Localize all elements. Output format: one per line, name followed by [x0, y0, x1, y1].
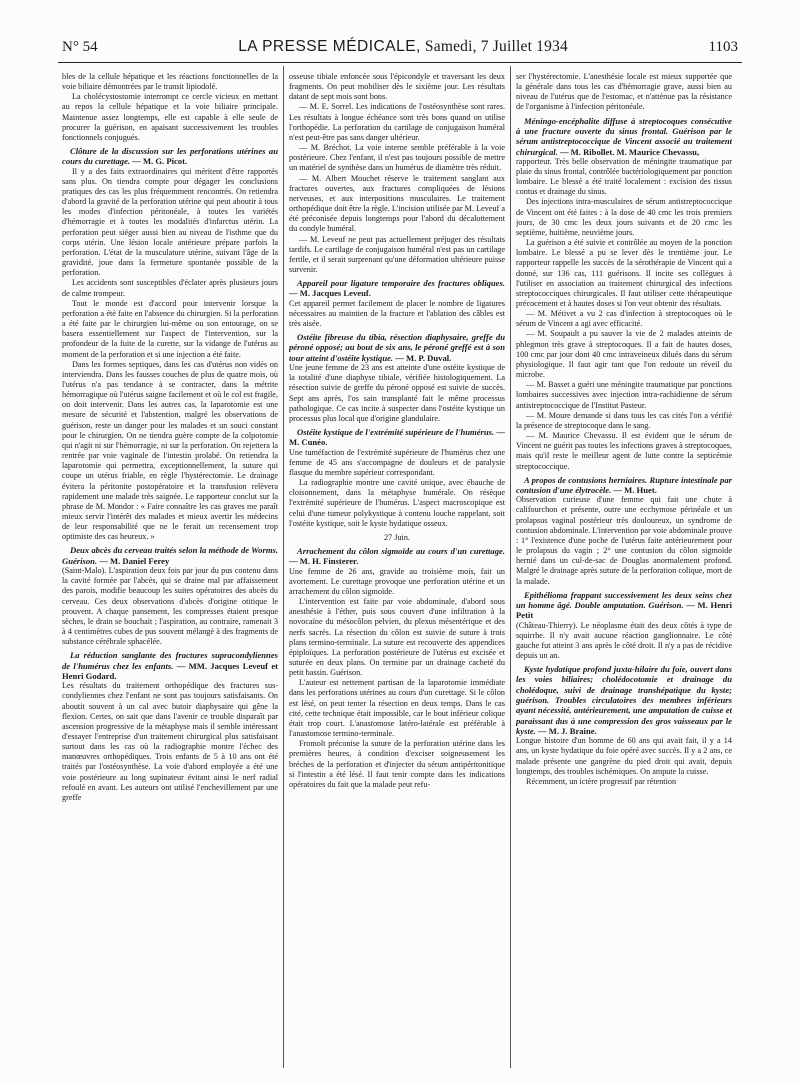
heading-author: — M. Jacques Leveuf. — [289, 288, 371, 299]
paragraph: — M. Maurice Chevassu. Il est évident que le sérum de Vincent ne guérit pas toutes les infections graves à streptocoques, mais qu'il reste le meilleur agent de lutte contre la septicémie streptococcique. — [516, 431, 732, 471]
column-3 — [516, 72, 732, 1067]
paragraph: ser l'hystérectomie. L'anesthésie locale est mieux supportée que la générale dans tous les cas d'hémorragie grave, aussi bien au niveau de l'utérus que de l'estomac, et n'atténue pas la résistance de l'organisme à l'infection péritonéale. — [516, 72, 732, 112]
paragraph: bles de la cellule hépatique et les réactions fonctionnelles de la voie biliaire démontrées par le transit lipiodolé. — [62, 72, 278, 92]
heading-author: — M. Huet. — [613, 484, 657, 495]
page-header — [62, 38, 738, 58]
paragraph: Les résultats du traitement orthopédique des fractures sus-condyliennes chez l'enfant ne sont pas toujours satisfaisants. On aboutit souvent à un cal avec butoir diaphysaire qui gêne la flexion. Certes, on sait que dans l'avenir ce trouble disparaît par ascension progressive de la métaphyse mais il semble intéressant d'essayer l'entreprise d'un traitement chirurgical plus satisfaisant surtout dans les cas où la radiographie montre l'échec des manœuvres orthopédiques. Trois enfants de 5 à 10 ans ont été traités par l'ostéosynthèse. La voie d'abord employée a été une voie postérieure au long supinateur évitant ainsi le nerf radial refoulé en avant. Les auteurs ont utilisé l'enchevillement par une greffe — [62, 681, 278, 802]
section-heading — [516, 664, 732, 736]
paragraph: Longue histoire d'un homme de 60 ans qui avait fait, il y a 14 ans, un kyste hydatique du foie opéré avec succès. Il y a 2 ans, ce malade présente une gangrène du pied droit qui avait, depuis longtemps, des troubles ischémiques. On ampute la cuisse. — [516, 736, 732, 776]
heading-author: — MM. Jacques Leveuf et Henri Godard. — [62, 660, 278, 681]
paragraph: — M. Métivet a vu 2 cas d'infection à streptocoques où le sérum de Vincent a agi avec efficacité. — [516, 309, 732, 329]
heading-title: Deux abcès du cerveau traités selon la méthode de Worms. Guérison. — [62, 545, 278, 566]
heading-title: Ostéite fibreuse du tibia, résection diaphysaire, greffe du péroné opposé; au bout de six ans, le péroné greffé est à son tour atteint d'ostéite kystique. — [289, 332, 505, 363]
section-heading — [62, 545, 278, 566]
section-heading — [516, 116, 732, 157]
paragraph: La radiographie montre une cavité unique, avec ébauche de cloisonnement, dans la métaphyse humérale. On résèque l'extrémité supérieure de l'humérus. L'aspect macroscopique est celui d'une tumeur polykystique à contenu louche rappelant, soit l'ostéite kystique, soit le kyste hydatique osseux. — [289, 478, 505, 528]
paragraph: osseuse tibiale enfoncée sous l'épicondyle et traversant les deux fragments. On peut mobiliser dès le sixième jour. Les résultats datant de sept mois sont bons. — [289, 72, 505, 102]
heading-title: Ostéite kystique de l'extrémité supérieure de l'humérus. — [297, 427, 495, 438]
column-separator — [283, 66, 284, 1068]
header-rule — [58, 62, 742, 63]
section-heading — [289, 427, 505, 448]
paragraph: — M. Bréchot. La voie interne semble préférable à la voie postérieure. Chez l'enfant, il n'est pas toujours possible de mettre un matériel de synthèse dans un humérus de diamètre très réduit. — [289, 143, 505, 173]
issue-number: N° 54 — [62, 39, 98, 55]
paragraph: Une femme de 26 ans, gravide au troisième mois, fait un avortement. Le curettage provoque une perforation utérine et un arrachement du côlon sigmoïde. — [289, 566, 505, 596]
section-heading — [289, 546, 505, 567]
paragraph: — M. Soupault a pu sauver la vie de 2 malades atteints de phlegmon très grave à streptocoques. Il a fait de hautes doses, 100 cmc par jour dont 40 cmc intraveineux dilués dans du sérum physiologique. Il faut agir tant que l'on redoute un réveil du microbe. — [516, 329, 732, 380]
heading-title: Epithélioma frappant successivement les deux seins chez un homme âgé. Double amputation. Guérison. — [516, 589, 732, 610]
journal-name: LA PRESSE MÉDICALE, — [238, 38, 421, 55]
paragraph: Les accidents sont susceptibles d'éclater après plusieurs jours de calme trompeur. — [62, 278, 278, 298]
paragraph: Tout le monde est d'accord pour intervenir lorsque la perforation a été faite en l'absence du chirurgien. Si la perforation a été faite par le chirurgien lui-même ou son entourage, on se basera essentiellement sur l'aspect de l'intervention, sur la profondeur de la fuite de la curette, sur la vidange de l'utérus au moment de la perforation et si une injection a été faite. — [62, 298, 278, 359]
paragraph: L'auteur est nettement partisan de la laparotomie immédiate dans les perforations utérines au cours d'un curettage. Si le côlon est lésé, on peut tenter la résection en deux temps. Dans le cas cité, cette technique était impossible, car le bout inférieur colique était trop court. L'anastomose latéro-latérale est préférable à l'anastomose termino-terminale. — [289, 678, 505, 739]
heading-title: Clôture de la discussion sur les perforations utérines au cours du curettage. — [62, 146, 278, 167]
paragraph: La cholécystostomie interrompt ce cercle vicieux en mettant au repos la cellule hépatique et la voie biliaire principale. Maintenue assez longtemps, elle est capable à elle seule de procurer la guérison, en apaisant successivement les troubles fonctionnels conjugués. — [62, 92, 278, 142]
paragraph: Fromolt préconise la suture de la perforation utérine dans les premières heures, à condition d'exciser soigneusement les bréches de la perforation et d'injecter du sérum antipéritonitique si l'intestin a été lésé. Il faut tenir compte dans les indications opératoires du fait que la malade peut refu- — [289, 739, 505, 789]
paragraph: L'intervention est faite par voie abdominale, d'abord sous anesthésie à l'éther, puis sous couvert d'une infiltration à la novocaïne du mésocôlon pelvien, du plexus mésentérique et des nerfs sacrés. La résection du côlon est suivie de suture à trois plans termino-terminale. La suture est recouverte des appendices épiploïques. La perforation postérieure de l'utérus est excisée et suturée en deux plans. On termine par un drainage cacheté du petit bassin. Guérison. — [289, 597, 505, 678]
paragraph: Récemment, un ictère progressif par rétention — [526, 776, 677, 786]
paragraph: — M. Basset a guéri une méningite traumatique par ponctions lombaires successives avec injection intra-rachidienne de sérum antistreptococcique de l'Institut Pasteur. — [516, 380, 732, 410]
paragraph: Une jeune femme de 23 ans est atteinte d'une ostéite kystique de la totalité d'une diaphyse tibiale, vérifiée histologiquement. La résection suivie de greffe du péroné opposé est suivie de succès. Sept ans après, l'os sain transplanté fait le même processus pathologique. Ce cas incite à suspecter dans l'ostéite kystique un processus plus local que d'origine glandulaire. — [289, 363, 505, 423]
heading-author: — M. Cunéo. — [289, 427, 505, 448]
column-separator — [510, 66, 511, 1068]
running-title — [238, 38, 568, 56]
paragraph: — M. Leveuf ne peut pas actuellement préjuger des résultats tardifs. Le cartilage de conjugaison huméral n'est pas un cartilage fertile, et il serait surprenant qu'une déformation ultérieure puisse survenir. — [289, 234, 505, 274]
column-1 — [62, 72, 278, 1067]
heading-author: — M. Ribollet. M. Maurice Chevassu, — [559, 146, 700, 157]
heading-title: Arrachement du côlon sigmoïde au cours d'un curettage. — [297, 546, 505, 557]
heading-title: La réduction sanglante des fractures supracondyliennes de l'humérus chez les enfants. — [62, 650, 278, 671]
paragraph: Des injections intra-musculaires de sérum antistreptococcique de Vincent ont été faites : à la dose de 40 cmc les trois premiers jours, de 30 cmc les deux jours suivants et de 20 cmc les septième, huitième, neuvième jours. — [516, 197, 732, 237]
paragraph: — M. E. Sorrel. Les indications de l'ostéosynthèse sont rares. Les résultats à longue échéance sont très bons quand on utilise l'orthopédie. La perforation du cartilage de conjugaison huméral n'est peut-être pas sans danger ultérieur. — [289, 102, 505, 142]
paragraph: Il y a des faits extraordinaires qui méritent d'être rapportés sans plus. On tiendra compte pour dégager les conclusions pratiques des cas les plus fréquemment rencontrés. On retiendra d'abord la gravité de la perforation utérine qui peut aboutir à tous les modes d'infection péritonéale, à toutes les variétés d'hémorragie et à toutes les modalités d'infarctus utérin. La perforation peut siéger aussi bien au niveau de l'isthme que du corps utérin. Une lésion locale antérieure prépare parfois la perforation. L'état de la musculature utérine, suivant l'âge de la gravidité, joue dans la fermeture spontanée possible de la perforation. — [62, 166, 278, 278]
section-heading — [516, 475, 732, 496]
heading-title: Kyste hydatique profond juxta-hilaire du foie, ouvert dans les voies biliaires; cholédocotomie et drainage du cholédoque, suivi de drainage transhépatique du kyste; guérison. Troubles circulatoires des membres inférieurs ayant nécessité, antérieurement, une amputation de cuisse et paraissant dus à une compression des gros vaisseaux par le kyste. — [516, 664, 732, 736]
heading-author: — M. Henri Petit — [516, 599, 732, 621]
issue-date: Samedi, 7 Juillet 1934 — [424, 38, 568, 55]
heading-title: Méningo-encéphalite diffuse à streptocoques consécutive à une fracture ouverte du sinus frontal. Guérison par le sérum antistreptococcique de Vincent associé au traitement chirurgical. — [516, 115, 732, 157]
section-heading — [62, 146, 278, 167]
section-heading — [289, 332, 505, 363]
heading-title: A propos de contusions herniaires. Rupture intestinale par contusion d'une élytrocèle. — [516, 474, 732, 495]
heading-author: — M. P. Duval. — [395, 352, 452, 363]
heading-author: — M. G. Picot. — [132, 156, 188, 167]
paragraph: Une tuméfaction de l'extrémité supérieure de l'humérus chez une femme de 45 ans s'accompagne de douleurs et de paralysie flasque du membre supérieur correspondant. — [289, 447, 505, 477]
paragraph: — M. Albert Mouchet réserve le traitement sanglant aux fractures ouvertes, aux fractures compliquées de lésions nerveuses, et aux interpositions musculaires. Le traitement orthopédique doit être la règle. L'incision utilisée par M. Leveuf a été préconisée depuis longtemps pour l'abord du décalottement du condyle huméral. — [289, 173, 505, 234]
paragraph: (Château-Thierry). Le néoplasme était des deux côtés à type de squirrhe. Il n'y avait aucune réaction ganglionnaire. Le côté gauche fut atteint 3 ans après le côté droit. Il n'y a pas de récidive depuis un an. — [516, 620, 732, 661]
paragraph: La guérison a été suivie et contrôlée au moyen de la ponction lombaire. Le blessé a pu se lever dès le trentième jour. Le rapporteur rappelle les succès de la sérothérapie de Vincent qui a donné, sur 136 cas, 111 guérisons. Il incite ses collègues à l'utiliser en association au traitement chirurgical des infections streptococciques chirurgicales. Il faut utiliser cette thérapeutique précocement et à hautes doses si l'on veut obtenir des résultats. — [516, 238, 732, 308]
paragraph: rapporteur. Très belle observation de méningite traumatique par plaie du sinus frontal, contrôlée bactériologiquement par ponction lombaire. Le blessé a été traité localement : excision des tissus contus et drainage du sinus. — [516, 156, 732, 197]
paragraph: (Saint-Malo). L'aspiration deux fois par jour du pus contenu dans la cavité formée par l'abcès, qui se draine mal par affaissement des parois, modifie beaucoup les suites opératoires des abcès du cerveau. Ces deux observations d'abcès d'origine otitique le prouvent. A chaque pansement, les compresses étaient presque sèches, le drain se bouchait ; l'aspiration, au contraire, ramenait 3 à 4 centimètres cubes de pus souvent mélangé à des fragments de substance cérébrale sphacélée. — [62, 566, 278, 647]
session-date: 27 Juin. — [384, 532, 410, 542]
column-2 — [289, 72, 505, 1067]
heading-title: Appareil pour ligature temporaire des fractures obliques. — [297, 278, 505, 289]
section-heading — [516, 590, 732, 621]
paragraph: Cet appareil permet facilement de placer le nombre de ligatures nécessaires au maintien de la fracture et l'ablation des câbles est très aisée. — [289, 298, 505, 329]
heading-author: — M. J. Braine. — [537, 725, 597, 736]
paragraph: — M. Moure demande si dans tous les cas cités l'on a vérifié la présence de streptocoque dans le sang. — [516, 410, 732, 430]
section-heading — [289, 278, 505, 299]
heading-author: — M. H. Finsterer. — [289, 556, 359, 567]
paragraph: Dans les formes septiques, dans les cas d'utérus non vidés on interviendra. Dans les fausses couches de plus de quatre mois, où l'utérus n'a pas tendance à se contracter, dans la métrite hémorragique où l'utérus saigne facilement et où le col est fragile, on doit intervenir. Dans les autres cas, la laparotomie est une mesure de sécurité et l'abstention, malgré les observations de guérison, reste un danger pour les malades et un souci constant pour le chirurgien. On ne tiendra guère compte de la colpotomie qui n'agit ni sur l'hémorragie, ni sur la perforation. On rejettera la rentrée par voie vaginale de l'intestin prolabé. On retiendra la laparotomie qui permettra, exceptionnellement, la suture qui coupe un utérus friable, en règle l'hystérectomie. Le drainage évitera la péritonite postopératoire et la transfusion relèvera rapidement une malade très saignée. Le rapporteur conclut sur la phrase de M. Mondor : « Faire connaître les cas graves me paraît mieux servir l'intérêt des malades et mieux avertir les médecins de leur responsabilité que ne le ferait un recensement trop optimiste des cas heureux. » — [62, 359, 278, 542]
section-heading — [62, 650, 278, 681]
paragraph: Observation curieuse d'une femme qui fait une chute à califourchon et présente, outre une ecchymose périnéale et un prolapsus vaginal postérieur très douloureux, un syndrome de contusion abdominale. L'intervention par voie abdominale prouve : 1° l'existence d'une poche de l'utérus faite antérieurement pour le prolapsus du vagin ; 2° une contusion du côlon sigmoïde hernié dans un cul-de-sac de Douglas anormalement profond. Malgré le drainage après suture de la perforation colique, mort de la malade. — [516, 495, 732, 586]
heading-author: — M. Daniel Ferey — [99, 555, 170, 566]
page-number: 1103 — [708, 39, 738, 55]
